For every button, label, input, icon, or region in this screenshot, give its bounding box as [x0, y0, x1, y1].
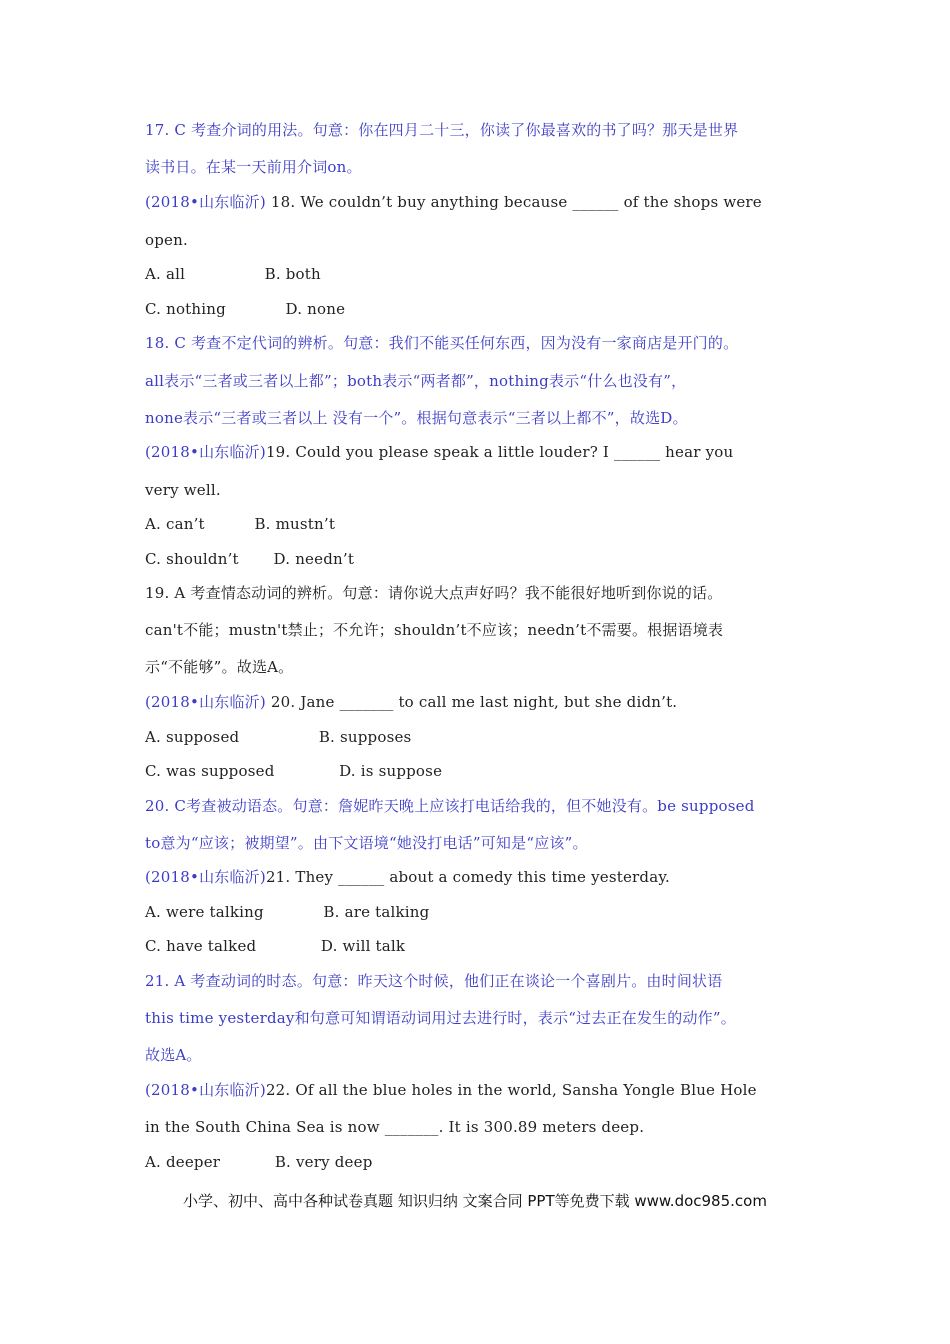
line-text: C. shouldn’t D. needn’t — [145, 550, 355, 568]
line-text: A. deeper B. very deep — [145, 1153, 373, 1171]
question-source: (2018•山东临沂) — [145, 193, 266, 211]
text-line — [145, 333, 738, 353]
text-line — [145, 442, 733, 462]
text-line — [145, 620, 723, 640]
page-footer: 小学、初中、高中各种试卷真题 知识归纳 文案合同 PPT等免费下载 www.doc985.com — [183, 1192, 767, 1210]
line-text: A. were talking B. are talking — [145, 903, 430, 921]
text-line — [145, 514, 335, 534]
line-text: very well. — [145, 481, 221, 499]
line-text: 18. C 考查不定代词的辨析。句意：我们不能买任何东西，因为没有一家商店是开门的。 — [145, 334, 739, 352]
text-line — [145, 120, 738, 140]
text-line — [145, 692, 677, 712]
line-text: 21. A 考查动词的时态。句意：昨天这个时候，他们正在谈论一个喜剧片。由时间状语 — [145, 972, 723, 990]
line-text: 22. Of all the blue holes in the world, Sansha Yongle Blue Hole — [265, 1081, 757, 1099]
text-line — [145, 299, 345, 319]
text-line — [145, 192, 762, 212]
line-text: in the South China Sea is now _______. It is 300.89 meters deep. — [145, 1118, 645, 1136]
line-text: 20. Jane _______ to call me last night, but she didn’t. — [265, 693, 678, 711]
text-line — [145, 480, 221, 500]
text-line — [145, 1152, 373, 1172]
text-line — [145, 761, 442, 781]
line-text: 20. C考查被动语态。句意：詹妮昨天晚上应该打电话给我的，但不她没有。be supposed — [145, 797, 755, 815]
question-source: (2018•山东临沂) — [145, 693, 266, 711]
question-source: (2018•山东临沂) — [145, 1081, 266, 1099]
text-line — [145, 657, 293, 677]
line-text: none表示“三者或三者以上 没有一个”。根据句意表示“三者以上都不”，故选D。 — [145, 409, 688, 427]
line-text: C. have talked D. will talk — [145, 937, 406, 955]
text-line — [145, 1080, 757, 1100]
text-line — [145, 727, 411, 747]
line-text: 18. We couldn’t buy anything because ______ of the shops were — [265, 193, 762, 211]
text-line — [145, 1117, 644, 1137]
line-text: A. supposed B. supposes — [145, 728, 412, 746]
line-text: 故选A。 — [145, 1046, 202, 1064]
line-text: to意为“应该；被期望”。由下文语境“她没打电话”可知是“应该”。 — [145, 834, 588, 852]
line-text: 17. C 考查介词的用法。句意：你在四月二十三，你读了你最喜欢的书了吗？那天是世界 — [145, 121, 739, 139]
line-text: C. nothing D. none — [145, 300, 346, 318]
text-line — [145, 936, 405, 956]
line-text: this time yesterday和句意可知谓语动词用过去进行时，表示“过去正在发生的动作”。 — [145, 1009, 736, 1027]
text-line — [145, 583, 722, 603]
text-line — [145, 867, 670, 887]
text-line — [145, 371, 686, 391]
text-line — [145, 408, 688, 428]
line-text: 读书日。在某一天前用介词on。 — [145, 158, 362, 176]
text-line — [145, 902, 429, 922]
question-source: (2018•山东临沂) — [145, 868, 266, 886]
line-text: open. — [145, 231, 188, 249]
line-text: 19. Could you please speak a little louder? I ______ hear you — [265, 443, 734, 461]
text-line — [145, 1008, 736, 1028]
line-text: 19. A 考查情态动词的辨析。句意：请你说大点声好吗？我不能很好地听到你说的话。 — [145, 584, 723, 602]
line-text: 21. They ______ about a comedy this time yesterday. — [265, 868, 670, 886]
question-source: (2018•山东临沂) — [145, 443, 266, 461]
line-text: can't不能；mustn't禁止；不允许；shouldn’t不应该；needn’t不需要。根据语境表 — [145, 621, 724, 639]
line-text: 示“不能够”。故选A。 — [145, 658, 294, 676]
text-line — [145, 549, 354, 569]
line-text: A. can’t B. mustn’t — [145, 515, 336, 533]
text-line — [145, 157, 362, 177]
text-line — [145, 796, 755, 816]
line-text: all表示“三者或三者以上都”；both表示“两者都”，nothing表示“什么也没有”， — [145, 372, 687, 390]
line-text: A. all B. both — [145, 265, 321, 283]
line-text: C. was supposed D. is suppose — [145, 762, 443, 780]
text-line — [145, 971, 722, 991]
text-line — [145, 1045, 202, 1065]
text-line — [145, 264, 321, 284]
text-line — [145, 230, 188, 250]
text-line — [145, 833, 588, 853]
